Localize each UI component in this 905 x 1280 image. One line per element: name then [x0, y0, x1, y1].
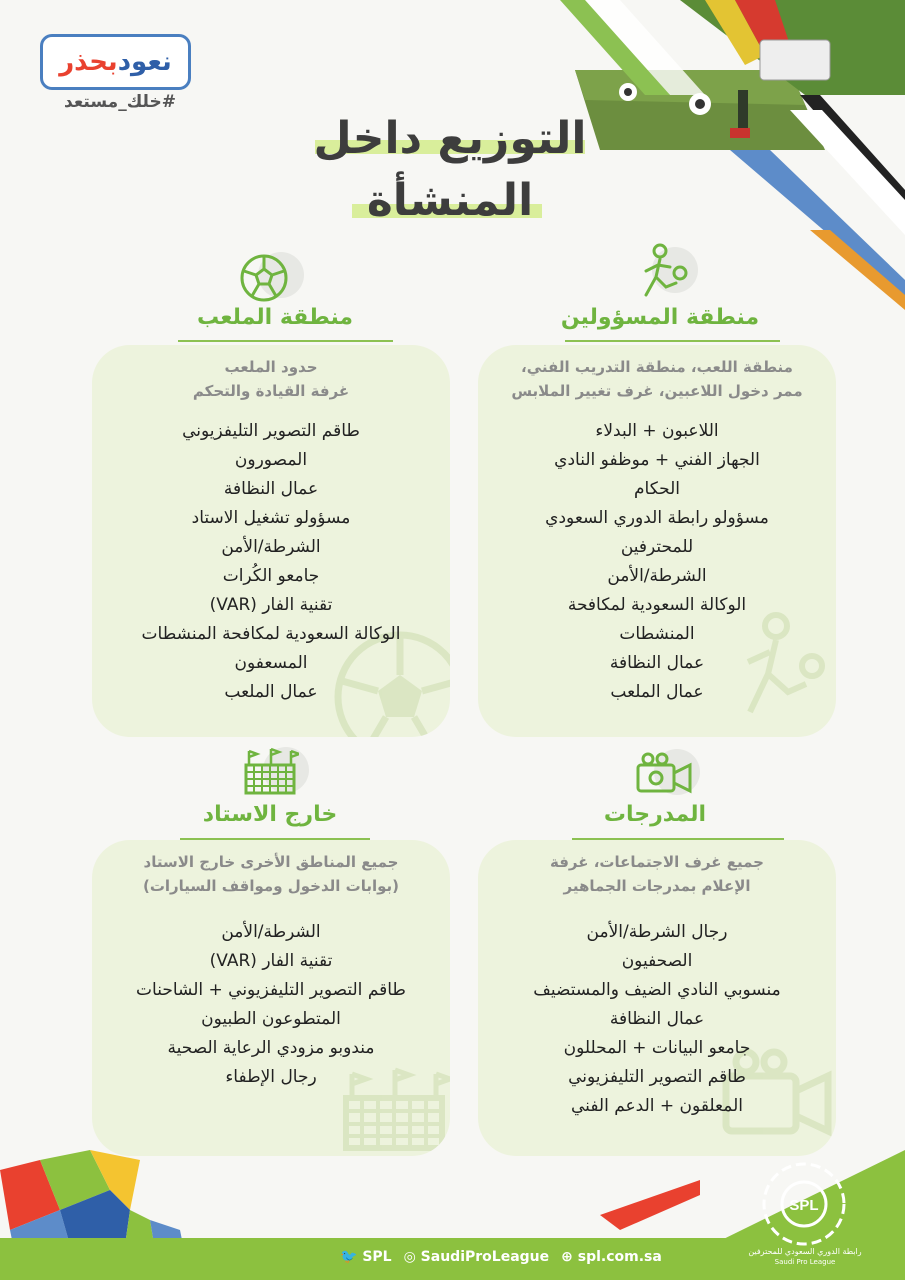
logo-text-part1: نعود: [117, 47, 172, 77]
page-title-line1: التوزيع داخل: [313, 113, 587, 164]
stands-card: [478, 840, 836, 1156]
logo-text-part2: بحذر: [59, 47, 118, 77]
outside-subtitle-line1: جميع المناطق الأخرى خارج الاستاد: [143, 853, 399, 871]
list-item: المسعفون: [234, 653, 308, 673]
list-item: المعلقون + الدعم الفني: [571, 1096, 743, 1116]
officials-subtitle-line1: منطقة اللعب، منطقة التدريب الفني،: [521, 358, 793, 376]
list-item: تقنية الفار (VAR): [209, 595, 333, 615]
officials-title: منطقة المسؤولين: [560, 305, 760, 330]
pitch-list: [92, 417, 450, 707]
globe-icon: ⊕: [561, 1249, 573, 1265]
website-url: spl.com.sa: [577, 1249, 662, 1265]
stands-icon-wrap: [634, 745, 694, 805]
outside-icon-wrap: [243, 745, 303, 805]
list-item: مسؤولو رابطة الدوري السعودي: [545, 508, 769, 528]
football-icon: [238, 252, 290, 304]
twitter-icon: 🐦: [340, 1249, 358, 1265]
outside-card: [92, 840, 450, 1156]
pitch-card: [92, 345, 450, 737]
list-item: طاقم التصوير التليفزيوني + الشاحنات: [136, 980, 406, 1000]
list-item: اللاعبون + البدلاء: [595, 421, 719, 441]
list-item: الشرطة/الأمن: [221, 922, 321, 942]
stands-list: [478, 918, 836, 1121]
officials-list: [478, 417, 836, 707]
player-kicking-icon: [632, 243, 688, 303]
twitter-link[interactable]: [340, 1249, 392, 1265]
league-name-english: Saudi Pro League: [774, 1258, 836, 1266]
stands-title: المدرجات: [603, 802, 707, 827]
stands-subtitle-line2: الإعلام بمدرجات الجماهير: [563, 877, 751, 895]
list-item: الشرطة/الأمن: [607, 566, 707, 586]
instagram-handle: SaudiProLeague: [420, 1249, 550, 1265]
list-item: الوكالة السعودية لمكافحة: [567, 595, 747, 615]
outside-subtitle-line2: (بوابات الدخول ومواقف السيارات): [142, 877, 400, 895]
list-item: المنشطات: [619, 624, 695, 644]
list-item: عمال الملعب: [224, 682, 318, 702]
list-item: عمال النظافة: [609, 1009, 705, 1029]
instagram-link[interactable]: [404, 1249, 550, 1265]
instagram-icon: ◎: [403, 1249, 416, 1265]
stands-subtitle-line1: جميع غرف الاجتماعات، غرفة: [550, 853, 764, 871]
list-item: جامعو الكُرات: [222, 566, 320, 586]
footer-social-links: [340, 1249, 662, 1265]
list-item: منسوبي النادي الضيف والمستضيف: [533, 980, 781, 1000]
twitter-handle: SPL: [362, 1249, 392, 1265]
list-item: عمال النظافة: [609, 653, 705, 673]
spl-logo: [760, 1160, 848, 1248]
list-item: عمال النظافة: [223, 479, 319, 499]
pitch-subtitle: [92, 345, 450, 403]
list-item: الصحفيون: [621, 951, 693, 971]
outside-subtitle: [92, 840, 450, 898]
list-item: تقنية الفار (VAR): [209, 951, 333, 971]
list-item: المصورون: [234, 450, 308, 470]
officials-subtitle: [478, 345, 836, 403]
officials-card: [478, 345, 836, 737]
campaign-hashtag: #خلك_مستعد: [64, 92, 176, 112]
spl-badge-text: SPL: [789, 1197, 819, 1214]
stands-subtitle: [478, 840, 836, 898]
list-item: جامعو البيانات + المحللون: [563, 1038, 751, 1058]
pitch-subtitle-line2: غرفة القيادة والتحكم: [192, 382, 350, 400]
list-item: الشرطة/الأمن: [221, 537, 321, 557]
pitch-subtitle-line1: حدود الملعب: [224, 358, 318, 376]
officials-subtitle-line2: ممر دخول اللاعبين، غرف تغيير الملابس: [511, 382, 803, 400]
list-item: رجال الإطفاء: [225, 1067, 317, 1087]
pitch-title: منطقة الملعب: [196, 305, 354, 330]
outside-list: [92, 918, 450, 1092]
outside-title: خارج الاستاد: [202, 802, 338, 827]
list-item: طاقم التصوير التليفزيوني: [568, 1067, 746, 1087]
list-item: الحكام: [634, 479, 680, 499]
list-item: رجال الشرطة/الأمن: [586, 922, 728, 942]
list-item: طاقم التصوير التليفزيوني: [182, 421, 360, 441]
video-camera-icon: [634, 751, 694, 801]
pitch-icon-wrap: [238, 250, 298, 310]
list-item: الوكالة السعودية لمكافحة المنشطات: [141, 624, 401, 644]
list-item: المتطوعون الطبيون: [201, 1009, 341, 1029]
list-item: الجهاز الفني + موظفو النادي: [554, 450, 760, 470]
league-name-arabic: رابطة الدوري السعودي للمحترفين: [748, 1247, 862, 1256]
officials-divider: [565, 340, 780, 342]
list-item: للمحترفين: [620, 537, 694, 557]
officials-icon-wrap: [632, 243, 692, 303]
list-item: مندوبو مزودي الرعاية الصحية: [167, 1038, 375, 1058]
pitch-divider: [178, 340, 393, 342]
list-item: عمال الملعب: [610, 682, 704, 702]
page-title: [250, 108, 650, 232]
list-item: مسؤولو تشغيل الاستاد: [191, 508, 351, 528]
stadium-icon: [243, 747, 299, 799]
campaign-logo: [40, 34, 191, 90]
page-title-line2: المنشأة: [366, 175, 534, 226]
website-link[interactable]: [561, 1249, 662, 1265]
